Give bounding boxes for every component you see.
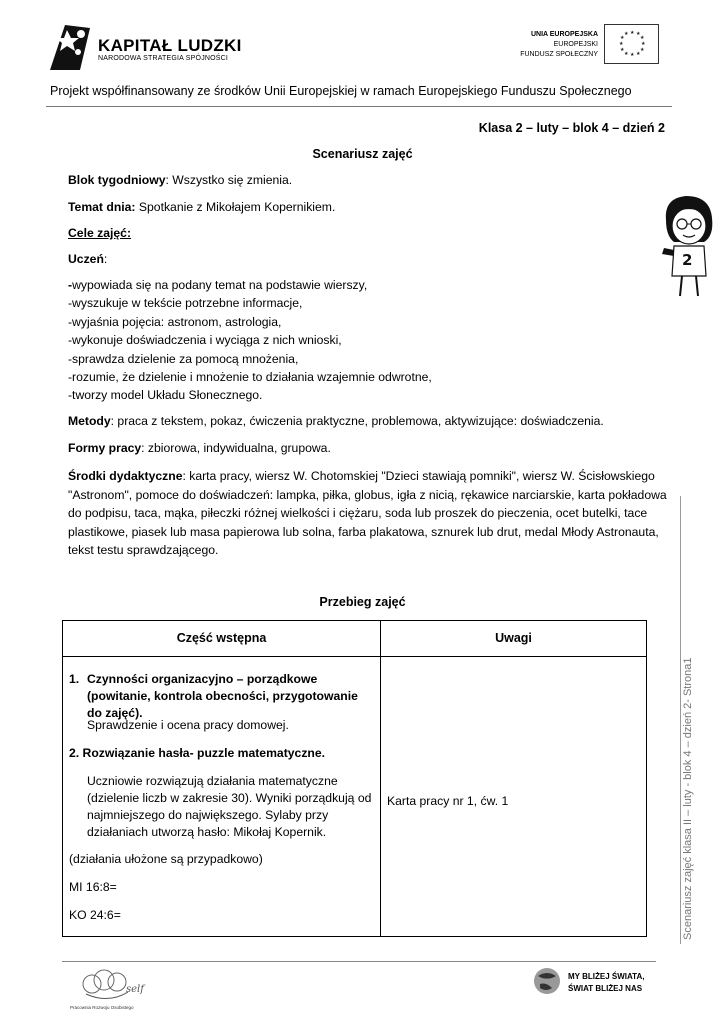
day-topic-value: Spotkanie z Mikołajem Kopernikiem. <box>135 200 336 214</box>
day-topic-label: Temat dnia: <box>68 200 136 214</box>
svg-text:★: ★ <box>620 47 625 53</box>
methods-value: : praca z tekstem, pokaz, ćwiczenia praktyczne, problemowa, aktywizujące: doświadczenia. <box>110 414 604 428</box>
student-label: Uczeń <box>68 252 104 266</box>
kapital-ludzki-emblem-icon <box>45 20 95 72</box>
teaching-aids <box>68 467 668 560</box>
work-forms <box>68 441 331 455</box>
svg-text:★: ★ <box>636 31 641 37</box>
svg-text:★: ★ <box>630 30 635 36</box>
table-remark: Karta pracy nr 1, ćw. 1 <box>387 794 509 808</box>
header-divider <box>46 106 672 107</box>
kapital-ludzki-subtitle: NARODOWA STRATEGIA SPÓJNOŚCI <box>98 55 229 62</box>
weekly-block <box>68 173 292 187</box>
svg-text:★: ★ <box>641 41 646 47</box>
table-item-1-text: Czynności organizacyjno – porządkowe (powitanie, kontrola obecności, przygotowanie do zajęć). <box>87 672 358 720</box>
eu-flag <box>604 24 659 64</box>
globe-icon <box>532 966 562 996</box>
list-item: -wyszukuje w tekście potrzebne informacje, <box>68 296 303 311</box>
teaching-aids-value: : karta pracy, wiersz W. Chotomskiej "Dzieci stawiają pomniki", wiersz W. Ścisłowskiego "Astronom", pomoce do doświadczeń: lampka, piłka, globus, igła z nicią, rękawice narciarskie, karta pokładowa do podpisu, taca, mąka, piłeczki różnej wielkości i ciężaru, soda lub proszek do pieczenia, ocet butelki, tace plastikowe, piasek lub masa papierowa lub solna, farba plakatowa, sznurek lub drut, medal Młody Astronauta, tekst testu sprawdzającego. <box>68 469 667 558</box>
day-topic <box>68 200 335 214</box>
eu-line1: UNIA EUROPEJSKA <box>530 31 598 38</box>
my-blizej-swiata-logo <box>568 971 644 995</box>
mascot-badge: 2 <box>682 251 693 269</box>
lesson-table <box>62 620 647 937</box>
side-divider <box>680 496 681 944</box>
table-divider-vertical <box>380 621 381 936</box>
svg-text:★: ★ <box>624 31 629 37</box>
self-caption: Pracownia Rozwoju Osobistego <box>70 1005 134 1010</box>
scenario-title: Scenariusz zajęć <box>312 147 413 161</box>
kapital-ludzki-title: KAPITAŁ LUDZKI <box>98 36 242 55</box>
table-item-1-number: 1. <box>69 672 80 686</box>
svg-text:★: ★ <box>630 52 635 58</box>
class-heading: Klasa 2 – luty – blok 4 – dzień 2 <box>478 121 665 135</box>
my-blizej-line2: ŚWIAT BLIŻEJ NAS <box>568 984 643 993</box>
page-footer-vertical: Scenariusz zajęć klasa II – luty - blok 4 – dzień 2- Strona1 <box>682 657 694 940</box>
globe-logo <box>532 966 562 996</box>
my-blizej-line1: MY BLIŻEJ ŚWIATA, <box>568 972 645 981</box>
methods <box>68 414 604 428</box>
svg-text:★: ★ <box>640 47 645 53</box>
table-item-2-text: Uczniowie rozwiązują działania matematyczne (dzielenie liczb w zakresie 30). Wyniki porządkują od najmniejszego do największego. Sylaby przy działaniach utworzą hasło: Mikołaj Kopernik. <box>87 774 372 839</box>
teaching-aids-label: Środki dydaktyczne <box>68 469 183 483</box>
eu-label <box>490 30 598 60</box>
svg-text:★: ★ <box>619 41 624 47</box>
table-equation: KO 24:6= <box>69 908 121 922</box>
student-heading <box>68 252 107 266</box>
mascot-girl-icon <box>660 190 720 300</box>
self-logo-icon <box>78 964 158 1004</box>
project-banner: Projekt współfinansowany ze środków Unii Europejskiej w ramach Europejskiego Funduszu Społecznego <box>50 84 632 98</box>
table-header-intro: Część wstępna <box>176 631 267 645</box>
eu-line2: EUROPEJSKI <box>553 41 598 48</box>
course-heading: Przebieg zajęć <box>319 595 406 609</box>
table-divider-horizontal <box>63 656 646 657</box>
svg-text:★: ★ <box>636 51 641 57</box>
list-item: -tworzy model Układu Słonecznego. <box>68 388 263 403</box>
svg-text:self: self <box>126 984 144 995</box>
list-item: -wyjaśnia pojęcia: astronom, astrologia, <box>68 314 282 329</box>
work-forms-value: : zbiorowa, indywidualna, grupowa. <box>141 441 331 455</box>
svg-text:★: ★ <box>640 35 645 41</box>
weekly-block-label: Blok tygodniowy <box>68 173 166 187</box>
eu-stars-icon <box>605 25 658 63</box>
table-header-remarks: Uwagi <box>495 631 532 645</box>
table-item-1-sub: Sprawdzenie i ocena pracy domowej. <box>87 718 289 732</box>
list-item: -rozumie, że dzielenie i mnożenie to działania wzajemnie odwrotne, <box>68 370 432 385</box>
footer-divider <box>62 961 656 962</box>
table-note: (działania ułożone są przypadkowo) <box>69 852 263 866</box>
table-item-1 <box>69 671 369 722</box>
table-item-2-title: 2. Rozwiązanie hasła- puzzle matematyczne. <box>69 746 326 760</box>
list-item-dash: - <box>68 278 73 292</box>
list-item: -wykonuje doświadczenia i wyciąga z nich wnioski, <box>68 333 342 348</box>
mascot-illustration <box>660 190 720 300</box>
student-colon: : <box>103 252 108 266</box>
weekly-block-value: : Wszystko się zmienia. <box>165 173 293 187</box>
svg-text:★: ★ <box>620 35 625 41</box>
eu-line3: FUNDUSZ SPOŁECZNY <box>520 51 598 58</box>
goals-list <box>68 276 432 405</box>
methods-label: Metody <box>68 414 111 428</box>
table-equation: MI 16:8= <box>69 880 117 894</box>
list-item-text: wypowiada się na podany temat na podstawie wierszy, <box>72 278 368 292</box>
kapital-ludzki-logo <box>45 20 95 72</box>
list-item <box>68 276 432 294</box>
svg-text:★: ★ <box>624 51 629 57</box>
goals-heading: Cele zajęć: <box>68 226 132 240</box>
list-item: -sprawdza dzielenie za pomocą mnożenia, <box>68 351 299 366</box>
work-forms-label: Formy pracy <box>68 441 142 455</box>
